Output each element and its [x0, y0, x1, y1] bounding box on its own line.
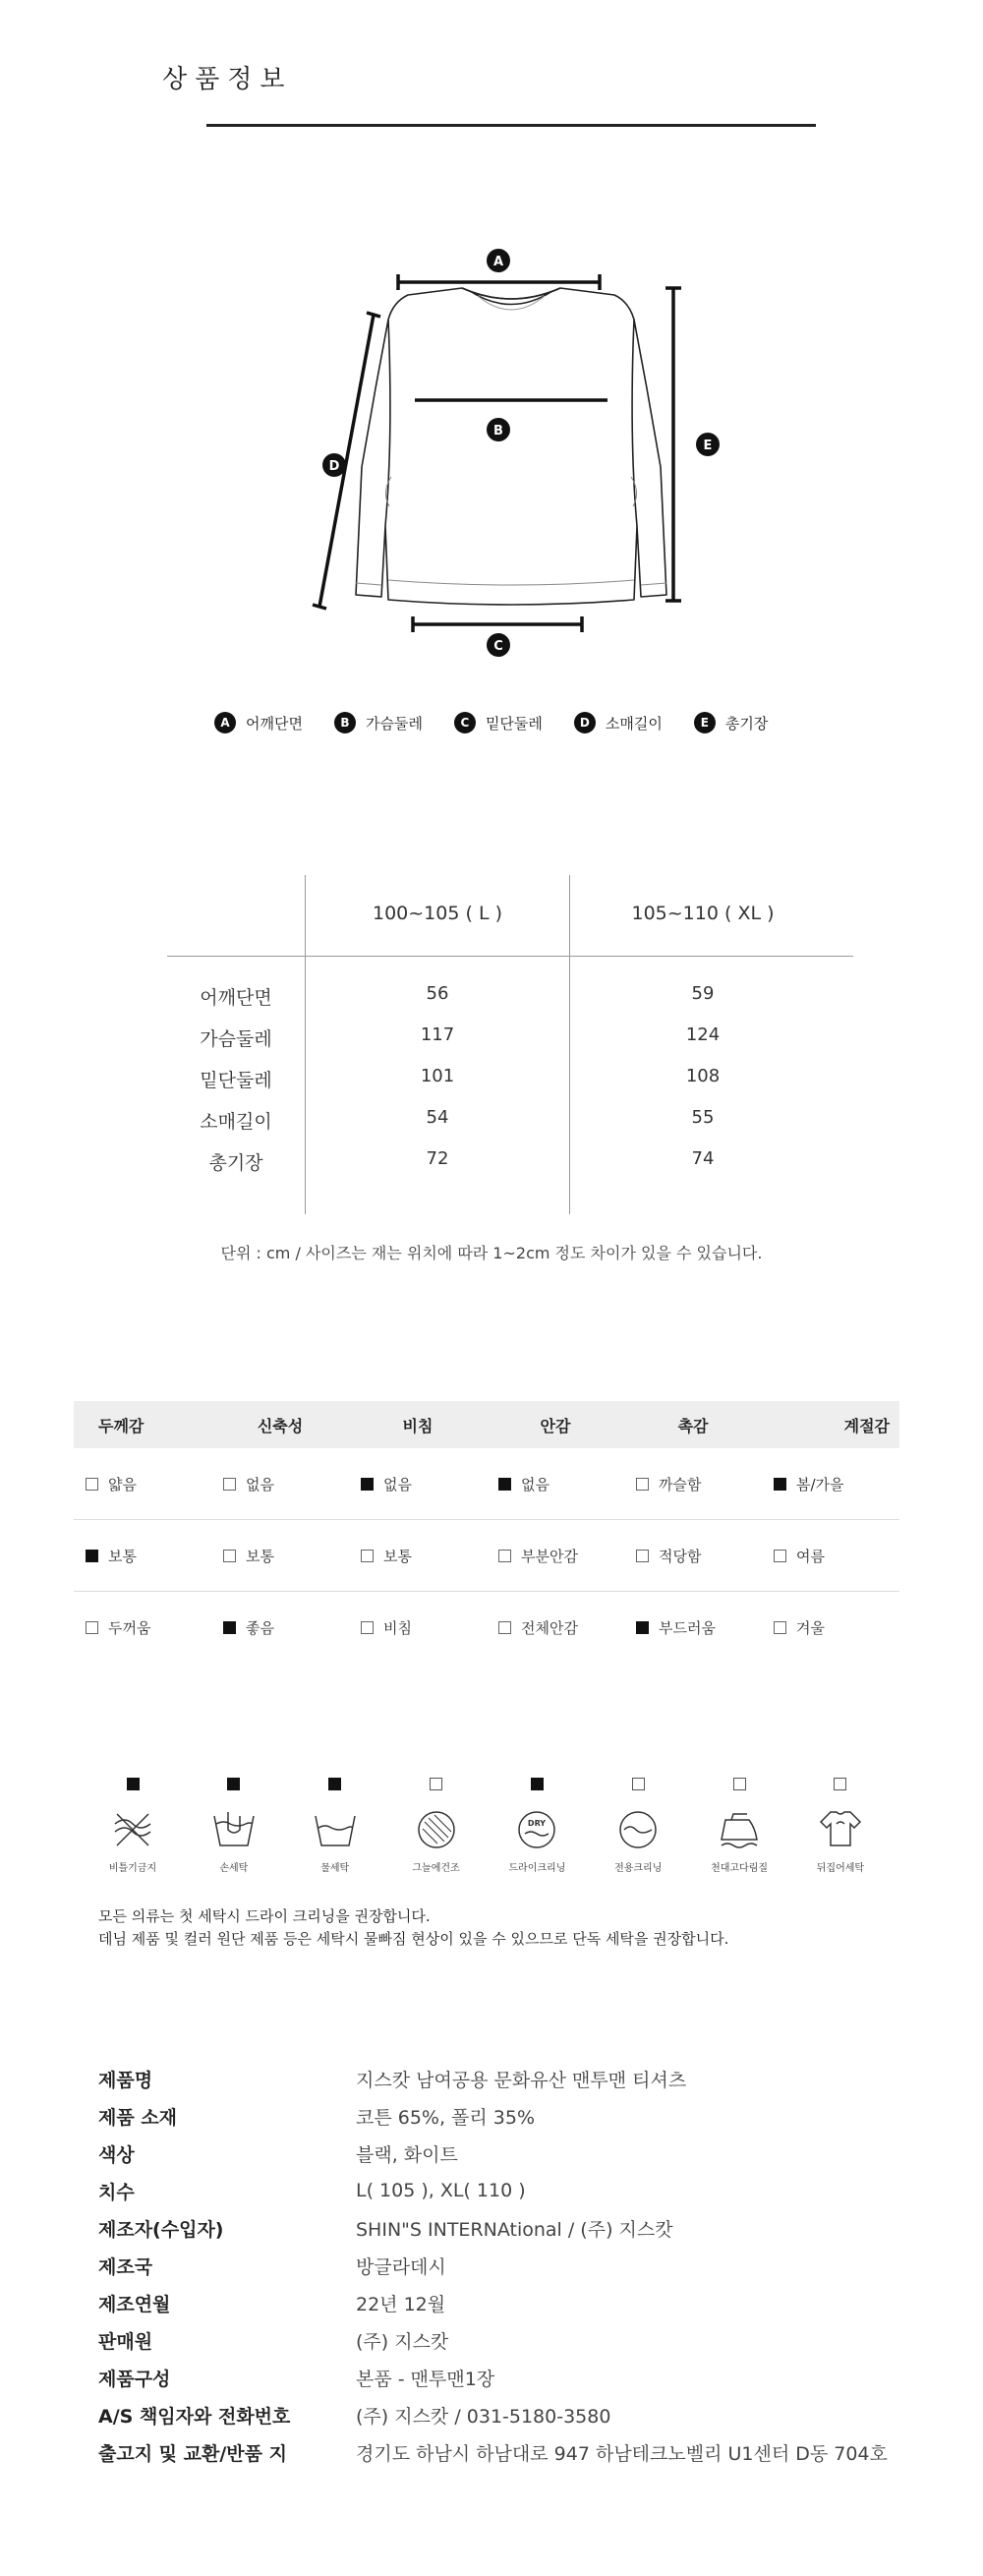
property-header: 안감: [540, 1416, 571, 1435]
info-row: [98, 2433, 904, 2471]
property-header: 두께감: [98, 1416, 145, 1435]
checkbox-icon: [498, 1621, 511, 1634]
property-option: [211, 1474, 349, 1494]
checkbox-icon: [774, 1550, 786, 1562]
info-key: 제품구성: [98, 2368, 171, 2390]
property-option: [487, 1617, 624, 1638]
care-label: 손세탁: [219, 1863, 249, 1874]
property-option-label: 여름: [796, 1547, 825, 1565]
checkbox-icon: [86, 1621, 98, 1634]
info-row: [98, 2284, 904, 2321]
size-table-header-rule: [167, 956, 853, 957]
info-key: 제조자(수입자): [98, 2218, 224, 2241]
property-option-label: 까슬함: [659, 1475, 702, 1493]
info-value: 코튼 65%, 폴리 35%: [356, 2106, 536, 2129]
legend-badge-b: B: [334, 712, 356, 733]
hand-wash-icon: [206, 1802, 261, 1853]
care-item: [599, 1778, 677, 1876]
checkbox-checked-icon: [531, 1778, 544, 1790]
property-option: [624, 1546, 762, 1566]
checkbox-icon: [498, 1550, 511, 1562]
dry-clean-icon: [509, 1802, 564, 1853]
size-value: 56: [426, 983, 449, 1004]
property-option: [762, 1617, 899, 1638]
care-note-line: 데님 제품 및 컬러 원단 제품 등은 세탁시 물빠짐 현상이 있을 수 있으므로 단독 세탁을 권장합니다.: [98, 1930, 729, 1948]
size-row-label: 밑단둘레: [200, 1070, 272, 1091]
property-option-label: 부분안감: [521, 1547, 578, 1565]
property-option-label: 보통: [246, 1547, 274, 1565]
checkbox-icon: [733, 1778, 746, 1790]
care-label: 드라이크리닝: [508, 1863, 566, 1874]
checkbox-icon: [636, 1550, 649, 1562]
size-column-xl: 105~110 ( XL ): [631, 903, 775, 924]
legend-badge-a: A: [214, 712, 236, 733]
checkbox-checked-icon: [774, 1478, 786, 1491]
property-header: 비침: [402, 1416, 434, 1435]
size-row-label: 어깨단면: [200, 987, 272, 1009]
property-option-label: 적당함: [659, 1547, 702, 1565]
marker-c-label: C: [493, 639, 503, 654]
measurement-legend: [214, 708, 804, 737]
legend-item-b: [334, 712, 423, 733]
property-option: [624, 1617, 762, 1638]
info-row: [98, 2209, 904, 2247]
property-option-label: 보통: [108, 1547, 137, 1565]
size-value: 55: [691, 1107, 715, 1128]
property-option: [211, 1546, 349, 1566]
care-note: [98, 1905, 728, 1951]
property-option-label: 전체안감: [521, 1619, 578, 1637]
checkbox-checked-icon: [361, 1478, 374, 1491]
property-option-label: 얇음: [108, 1475, 137, 1493]
care-item: [497, 1778, 576, 1876]
info-key: 제품 소재: [98, 2106, 178, 2129]
property-option: [74, 1617, 211, 1638]
info-row: [98, 2359, 904, 2396]
inside-out-wash-icon: [813, 1802, 868, 1853]
iron-icon: [712, 1802, 767, 1853]
info-value: 지스캇 남여공용 문화유산 맨투맨 티셔츠: [356, 2069, 687, 2091]
property-option-label: 없음: [383, 1475, 412, 1493]
property-header: 신축성: [257, 1416, 304, 1435]
property-option: [349, 1546, 487, 1566]
care-label: 비틀기금지: [108, 1863, 157, 1874]
info-row: [98, 2247, 904, 2284]
legend-label-d: 소매길이: [605, 714, 663, 732]
size-value: 117: [420, 1025, 455, 1045]
property-header-row: [74, 1401, 899, 1448]
size-value: 74: [691, 1148, 715, 1169]
title-divider: [206, 124, 816, 127]
property-option: [74, 1474, 211, 1494]
legend-item-a: [214, 712, 303, 733]
checkbox-icon: [361, 1621, 374, 1634]
size-row: [167, 983, 853, 1025]
property-header: 촉감: [677, 1416, 709, 1435]
size-row-label: 가슴둘레: [200, 1028, 272, 1050]
legend-label-c: 밑단둘레: [485, 714, 543, 732]
checkbox-checked-icon: [127, 1778, 140, 1790]
property-row: [74, 1448, 899, 1520]
info-value: 22년 12월: [356, 2293, 446, 2315]
size-row: [167, 1066, 853, 1107]
checkbox-checked-icon: [86, 1550, 98, 1562]
fabric-property-grid: [74, 1401, 899, 1664]
legend-item-e: [694, 712, 768, 733]
legend-label-e: 총기장: [724, 714, 769, 732]
page-title: 상품정보: [162, 65, 293, 94]
care-instructions: [93, 1778, 880, 1876]
info-key: 치수: [98, 2181, 135, 2203]
property-option: [487, 1474, 624, 1494]
checkbox-icon: [223, 1550, 236, 1562]
size-row: [167, 1107, 853, 1148]
property-option-label: 보통: [383, 1547, 412, 1565]
legend-badge-c: C: [454, 712, 476, 733]
size-value: 72: [426, 1148, 449, 1169]
care-label: 물세탁: [320, 1863, 350, 1874]
info-row: [98, 2321, 904, 2359]
size-row-label: 소매길이: [200, 1111, 272, 1133]
size-note: 단위 : cm / 사이즈는 재는 위치에 따라 1~2cm 정도 차이가 있을 수 있습니다.: [220, 1244, 763, 1262]
special-clean-icon: [610, 1802, 665, 1853]
size-row-label: 총기장: [208, 1152, 263, 1174]
info-key: 제품명: [98, 2069, 153, 2091]
garment-measurement-diagram: [295, 241, 727, 664]
info-row: [98, 2060, 904, 2097]
property-row: [74, 1592, 899, 1664]
info-key: 색상: [98, 2143, 135, 2166]
marker-e-label: E: [703, 439, 713, 453]
care-item: [397, 1778, 476, 1876]
water-wash-icon: [308, 1802, 363, 1853]
info-value: SHIN"S INTERNAtional / (주) 지스캇: [356, 2218, 673, 2241]
care-label: 전용크리닝: [614, 1863, 663, 1874]
property-header: 계절감: [843, 1416, 890, 1435]
property-option: [349, 1617, 487, 1638]
info-key: 제조연월: [98, 2293, 171, 2315]
product-info: [98, 2060, 904, 2471]
info-row: [98, 2097, 904, 2135]
info-value: 블랙, 화이트: [356, 2143, 458, 2166]
size-row: [167, 1025, 853, 1066]
size-row: [167, 1148, 853, 1190]
legend-item-d: [574, 712, 663, 733]
info-key: 판매원: [98, 2330, 153, 2353]
checkbox-checked-icon: [227, 1778, 240, 1790]
checkbox-icon: [774, 1621, 786, 1634]
checkbox-icon: [632, 1778, 645, 1790]
care-label: 뒤집어세탁: [816, 1863, 865, 1874]
info-key: A/S 책임자와 전화번호: [98, 2405, 291, 2428]
care-item: [700, 1778, 779, 1876]
info-key: 출고지 및 교환/반품 지: [98, 2442, 287, 2465]
care-label: 그늘에건조: [412, 1863, 460, 1874]
info-value: L( 105 ), XL( 110 ): [356, 2180, 526, 2201]
size-value: 101: [420, 1066, 455, 1086]
checkbox-checked-icon: [636, 1621, 649, 1634]
checkbox-icon: [86, 1478, 98, 1491]
property-option: [487, 1546, 624, 1566]
marker-a-label: A: [492, 255, 504, 269]
legend-item-c: [454, 712, 543, 733]
dry-clean-icon-label: DRY: [528, 1819, 547, 1828]
checkbox-checked-icon: [498, 1478, 511, 1491]
property-option: [349, 1474, 487, 1494]
checkbox-icon: [430, 1778, 442, 1790]
property-option: [762, 1474, 899, 1494]
info-key: 제조국: [98, 2255, 153, 2278]
property-option: [211, 1617, 349, 1638]
checkbox-checked-icon: [328, 1778, 341, 1790]
size-value: 108: [685, 1066, 721, 1086]
property-option: [74, 1546, 211, 1566]
property-option-label: 부드러움: [659, 1619, 716, 1637]
legend-label-b: 가슴둘레: [365, 714, 423, 732]
legend-badge-e: E: [694, 712, 716, 733]
care-label: 천대고다림질: [711, 1863, 769, 1874]
size-table: [167, 875, 853, 1214]
property-option-label: 비침: [383, 1619, 412, 1637]
checkbox-icon: [834, 1778, 846, 1790]
size-value: 59: [691, 983, 715, 1004]
info-value: (주) 지스캇: [356, 2330, 449, 2353]
info-value: 경기도 하남시 하남대로 947 하남테크노벨리 U1센터 D동 704호: [356, 2442, 888, 2465]
care-item: [296, 1778, 375, 1876]
info-row: [98, 2396, 904, 2433]
checkbox-icon: [361, 1550, 374, 1562]
property-option-label: 두꺼움: [108, 1619, 151, 1637]
marker-b-label: B: [493, 424, 503, 439]
shade-dry-icon: [409, 1802, 464, 1853]
property-option-label: 겨울: [796, 1619, 825, 1637]
property-option-label: 봄/가을: [796, 1475, 844, 1493]
size-column-l: 100~105 ( L ): [373, 903, 502, 924]
info-value: 방글라데시: [356, 2255, 446, 2278]
checkbox-checked-icon: [223, 1621, 236, 1634]
property-option-label: 좋음: [246, 1619, 274, 1637]
property-option-label: 없음: [521, 1475, 549, 1493]
legend-badge-d: D: [574, 712, 596, 733]
no-wring-icon: [105, 1802, 160, 1853]
property-option: [624, 1474, 762, 1494]
info-row: [98, 2135, 904, 2172]
info-row: [98, 2172, 904, 2209]
care-note-line: 모든 의류는 첫 세탁시 드라이 크리닝을 권장합니다.: [98, 1907, 431, 1925]
size-value: 54: [426, 1107, 449, 1128]
care-item: [93, 1778, 172, 1876]
info-value: (주) 지스캇 / 031-5180-3580: [356, 2405, 611, 2428]
property-option-label: 없음: [246, 1475, 274, 1493]
checkbox-icon: [223, 1478, 236, 1491]
property-option: [762, 1546, 899, 1566]
size-value: 124: [685, 1025, 721, 1045]
care-item: [801, 1778, 880, 1876]
legend-label-a: 어깨단면: [246, 714, 303, 732]
checkbox-icon: [636, 1478, 649, 1491]
property-row: [74, 1520, 899, 1592]
info-value: 본품 - 맨투맨1장: [356, 2368, 495, 2390]
marker-d-label: D: [328, 459, 340, 474]
care-item: [195, 1778, 273, 1876]
